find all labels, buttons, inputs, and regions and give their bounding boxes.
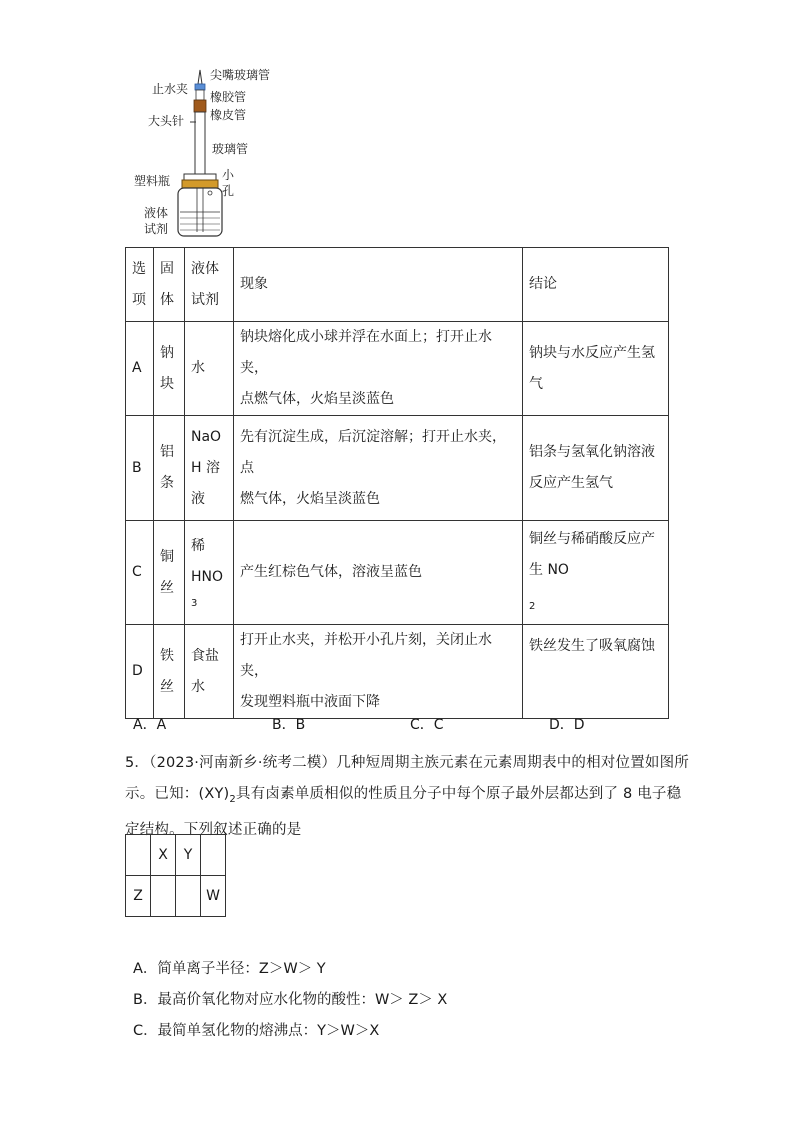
cell-solid: 钠 块 xyxy=(154,322,185,416)
label-rubber-tube: 橡皮管 xyxy=(210,108,247,122)
grid-cell: W xyxy=(201,876,226,917)
header-conclusion: 结论 xyxy=(523,248,669,322)
grid-cell: Y xyxy=(176,835,201,876)
q5-stem xyxy=(125,748,689,846)
label-clamp: 止水夹 xyxy=(152,82,189,96)
cell-option: A xyxy=(126,322,154,416)
label-liquid-2: 试剂 xyxy=(144,222,169,236)
table-row xyxy=(126,322,669,416)
grid-cell: Z xyxy=(126,876,151,917)
cell-option: B xyxy=(126,416,154,521)
q5-choice-c[interactable]: C．最简单氢化物的熔沸点：Y＞W＞X xyxy=(133,1023,380,1039)
cell-conclusion: 铝条与氢氧化钠溶液 反应产生氢气 xyxy=(523,416,669,521)
table-row xyxy=(126,416,669,521)
table-header-row xyxy=(126,248,669,322)
label-hole-2: 孔 xyxy=(222,184,235,198)
cell-option: D xyxy=(126,625,154,719)
header-reagent: 液体 试剂 xyxy=(185,248,234,322)
experiment-table xyxy=(125,247,669,719)
table-row xyxy=(126,625,669,719)
cell-solid: 铜 丝 xyxy=(154,521,185,625)
q5-line-3: 定结构。下列叙述正确的是 xyxy=(125,821,302,838)
header-solid: 固 体 xyxy=(154,248,185,322)
grid-row xyxy=(126,835,226,876)
cell-conclusion: 铁丝发生了吸氧腐蚀 xyxy=(523,625,669,719)
grid-cell: X xyxy=(151,835,176,876)
apparatus-figure xyxy=(134,62,290,244)
cell-phenomenon: 打开止水夹，并松开小孔片刻，关闭止水夹， 发现塑料瓶中液面下降 xyxy=(234,625,523,719)
cell-phenomenon: 钠块熔化成小球并浮在水面上；打开止水夹， 点燃气体，火焰呈淡蓝色 xyxy=(234,322,523,416)
cell-solid: 铝 条 xyxy=(154,416,185,521)
cell-reagent: 水 xyxy=(185,322,234,416)
cell-option: C xyxy=(126,521,154,625)
cell-reagent: 食盐 水 xyxy=(185,625,234,719)
cell-conclusion: 铜丝与稀硝酸反应产 生 NO $_2$ xyxy=(523,521,669,625)
cell-phenomenon: 先有沉淀生成，后沉淀溶解；打开止水夹，点 燃气体，火焰呈淡蓝色 xyxy=(234,416,523,521)
grid-cell xyxy=(201,835,226,876)
cell-conclusion: 钠块与水反应产生氢 气 xyxy=(523,322,669,416)
grid-cell xyxy=(176,876,201,917)
periodic-grid xyxy=(125,834,226,917)
cell-solid: 铁 丝 xyxy=(154,625,185,719)
label-liquid-1: 液体 xyxy=(144,206,169,220)
q5-line-1: 5．（2023·河南新乡·统考二模）几种短周期主族元素在元素周期表中的相对位置如图所 xyxy=(125,755,689,771)
label-rubber-tube-top: 橡胶管 xyxy=(210,90,247,104)
q4-option-b[interactable]: B．B xyxy=(272,717,306,733)
table-row xyxy=(126,521,669,625)
grid-row xyxy=(126,876,226,917)
cell-phenomenon: 产生红棕色气体，溶液呈蓝色 xyxy=(234,521,523,625)
grid-cell xyxy=(151,876,176,917)
q5-choice-b[interactable]: B．最高价氧化物对应水化物的酸性：W＞ Z＞ X xyxy=(133,992,448,1008)
header-option: 选 项 xyxy=(126,248,154,322)
label-glass-tube: 玻璃管 xyxy=(212,142,249,156)
q5-choice-a[interactable]: A．简单离子半径：Z＞W＞ Y xyxy=(133,961,326,977)
q4-option-a[interactable]: A．A xyxy=(133,717,167,733)
header-phenomenon: 现象 xyxy=(234,248,523,322)
cell-reagent: 稀 HNO 3 xyxy=(185,521,234,625)
q4-option-d[interactable]: D．D xyxy=(549,717,585,733)
q5-line-2: 示。已知：$(XY)_2$具有卤素单质相似的性质且分子中每个原子最外层都达到了 8 电子稳 xyxy=(125,786,682,805)
cell-reagent: NaO H 溶 液 xyxy=(185,416,234,521)
label-pin: 大头针 xyxy=(148,114,185,128)
label-nozzle: 尖嘴玻璃管 xyxy=(210,68,271,82)
grid-cell xyxy=(126,835,151,876)
q4-option-c[interactable]: C．C xyxy=(410,717,444,733)
label-bottle: 塑料瓶 xyxy=(134,174,171,188)
label-hole-1: 小 xyxy=(222,168,235,182)
